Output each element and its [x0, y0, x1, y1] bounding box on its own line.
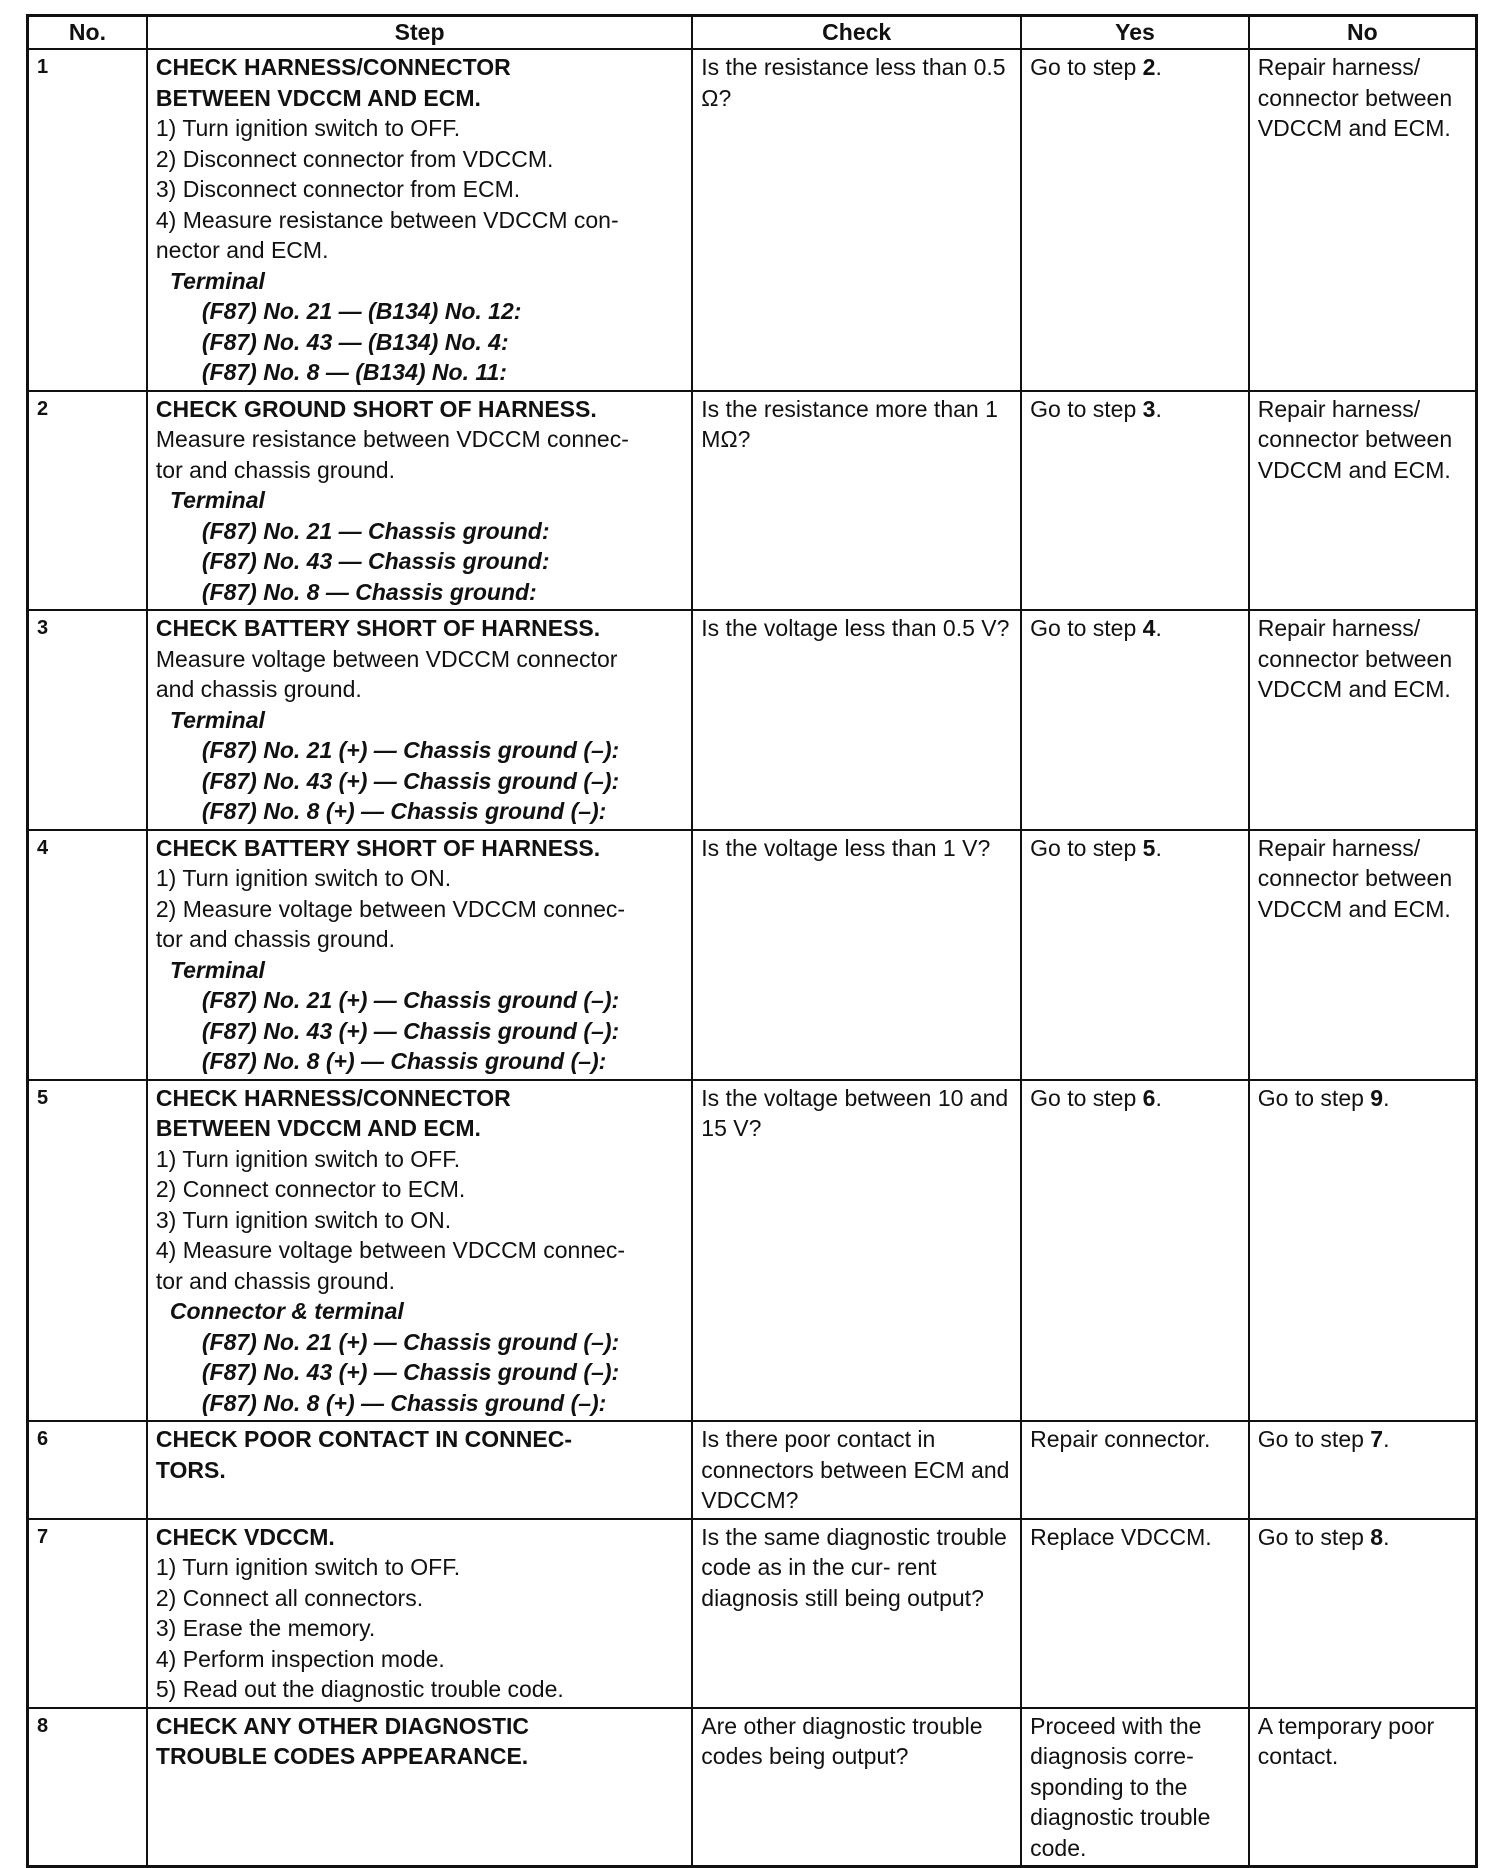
- step-title: CHECK POOR CONTACT IN CONNEC-: [155, 1426, 573, 1452]
- step-title: CHECK HARNESS/CONNECTOR: [155, 54, 511, 80]
- check-question: Is there poor contact in connectors between ECM and VDCCM?: [701, 1426, 1010, 1513]
- check-cell: [692, 391, 1021, 611]
- step-title: CHECK HARNESS/CONNECTOR: [155, 1084, 511, 1111]
- yes-prefix: Go to step: [1030, 54, 1143, 80]
- no-step-number: 8: [1370, 1523, 1384, 1550]
- terminal-spec: (F87) No. 8 (+) — Chassis ground (–):: [201, 798, 607, 824]
- table-row: [28, 830, 1477, 1080]
- check-cell: [692, 49, 1021, 391]
- no-action: Repair harness/ connector between VDCCM and ECM.: [1257, 834, 1453, 922]
- no-cell-result: [1249, 830, 1477, 1080]
- step-cell: [147, 1519, 692, 1708]
- step-instruction: 1) Turn ignition switch to OFF.: [155, 1554, 461, 1580]
- no-cell-result: [1249, 49, 1477, 391]
- check-question: Is the resistance more than 1 MΩ?: [701, 395, 998, 452]
- table-row: [28, 391, 1477, 611]
- header-check: Check: [692, 16, 1021, 50]
- table-row: [28, 610, 1477, 830]
- terminal-heading: Terminal: [169, 487, 265, 513]
- header-step: Step: [147, 16, 692, 50]
- check-cell: [692, 1519, 1021, 1708]
- check-cell: [692, 1080, 1021, 1422]
- no-cell-result: [1249, 1519, 1477, 1708]
- check-question: Is the voltage less than 1 V?: [701, 834, 991, 861]
- no-cell-result: [1249, 391, 1477, 611]
- step-instruction: Measure resistance between VDCCM connec-: [155, 426, 629, 452]
- terminal-spec: (F87) No. 43 (+) — Chassis ground (–):: [201, 1017, 620, 1044]
- step-instruction: 3) Disconnect connector from ECM.: [155, 176, 521, 202]
- check-question: Is the voltage between 10 and 15 V?: [701, 1084, 1009, 1141]
- step-title: CHECK BATTERY SHORT OF HARNESS.: [155, 615, 601, 641]
- yes-suffix: .: [1155, 395, 1162, 422]
- step-cell: [147, 49, 692, 391]
- row-number: 6: [28, 1421, 147, 1519]
- yes-cell: [1021, 1421, 1249, 1519]
- terminal-heading: Terminal: [169, 706, 265, 733]
- yes-suffix: .: [1155, 615, 1162, 641]
- table-row: [28, 1080, 1477, 1422]
- yes-prefix: Go to step: [1030, 834, 1143, 861]
- yes-step-number: 4: [1142, 615, 1156, 641]
- yes-prefix: Go to step: [1030, 395, 1143, 422]
- step-instruction: 3) Turn ignition switch to ON.: [155, 1206, 452, 1233]
- terminal-spec: (F87) No. 43 — (B134) No. 4:: [201, 328, 509, 355]
- no-action: Repair harness/ connector between VDCCM and ECM.: [1257, 615, 1453, 702]
- no-cell-result: [1249, 1708, 1477, 1867]
- terminal-spec: (F87) No. 8 (+) — Chassis ground (–):: [201, 1048, 607, 1074]
- header-yes: Yes: [1021, 16, 1249, 50]
- step-instruction: nector and ECM.: [155, 237, 329, 263]
- table-header: [28, 16, 1477, 50]
- check-cell: [692, 830, 1021, 1080]
- row-number: 5: [28, 1080, 147, 1422]
- header-row: [28, 16, 1477, 50]
- no-action: Repair harness/ connector between VDCCM and ECM.: [1257, 54, 1453, 141]
- yes-suffix: .: [1155, 1084, 1162, 1111]
- yes-prefix: Go to step: [1030, 615, 1143, 641]
- step-instruction: 1) Turn ignition switch to OFF.: [155, 115, 461, 141]
- step-instruction: 3) Erase the memory.: [155, 1615, 376, 1641]
- yes-step-number: 5: [1142, 834, 1156, 861]
- terminal-spec: (F87) No. 8 — Chassis ground:: [201, 578, 537, 605]
- check-question: Is the resistance less than 0.5 Ω?: [701, 54, 1006, 111]
- step-instruction: tor and chassis ground.: [155, 1267, 395, 1294]
- step-instruction: 1) Turn ignition switch to ON.: [155, 865, 452, 891]
- step-title: TORS.: [155, 1456, 226, 1483]
- yes-suffix: .: [1155, 54, 1162, 80]
- yes-action: Replace VDCCM.: [1030, 1523, 1212, 1550]
- table-row: [28, 1421, 1477, 1519]
- step-title: CHECK VDCCM.: [155, 1523, 335, 1550]
- yes-cell: [1021, 830, 1249, 1080]
- yes-cell: [1021, 391, 1249, 611]
- step-instruction: and chassis ground.: [155, 676, 362, 702]
- no-suffix: .: [1383, 1084, 1390, 1111]
- diagnostic-procedure-table: [26, 14, 1478, 1868]
- yes-step-number: 6: [1142, 1084, 1156, 1111]
- yes-action: Repair connector.: [1030, 1426, 1211, 1452]
- no-step-number: 9: [1370, 1084, 1384, 1111]
- no-prefix: Go to step: [1257, 1426, 1371, 1452]
- terminal-heading: Terminal: [169, 956, 265, 983]
- terminal-heading: Connector & terminal: [169, 1298, 404, 1324]
- table-row: [28, 1708, 1477, 1867]
- check-cell: [692, 1421, 1021, 1519]
- header-no: No.: [28, 16, 147, 50]
- row-number: 4: [28, 830, 147, 1080]
- terminal-spec: (F87) No. 21 — Chassis ground:: [201, 517, 550, 544]
- row-number: 3: [28, 610, 147, 830]
- step-instruction: Measure voltage between VDCCM connector: [155, 645, 618, 672]
- step-cell: [147, 1421, 692, 1519]
- yes-cell: [1021, 1519, 1249, 1708]
- no-prefix: Go to step: [1257, 1084, 1371, 1111]
- yes-step-number: 3: [1142, 395, 1156, 422]
- yes-cell: [1021, 49, 1249, 391]
- terminal-spec: (F87) No. 21 (+) — Chassis ground (–):: [201, 1328, 620, 1355]
- step-instruction: 4) Measure voltage between VDCCM connec-: [155, 1237, 626, 1263]
- step-instruction: 2) Connect connector to ECM.: [155, 1176, 466, 1202]
- check-question: Are other diagnostic trouble codes being output?: [701, 1712, 983, 1769]
- check-cell: [692, 610, 1021, 830]
- step-instruction: 4) Perform inspection mode.: [155, 1645, 445, 1672]
- terminal-spec: (F87) No. 21 (+) — Chassis ground (–):: [201, 987, 620, 1013]
- yes-cell: [1021, 1708, 1249, 1867]
- terminal-spec: (F87) No. 43 (+) — Chassis ground (–):: [201, 1359, 620, 1385]
- row-number: 2: [28, 391, 147, 611]
- table-row: [28, 1519, 1477, 1708]
- step-instruction: tor and chassis ground.: [155, 926, 395, 952]
- step-title: CHECK BATTERY SHORT OF HARNESS.: [155, 834, 601, 861]
- no-suffix: .: [1383, 1426, 1390, 1452]
- yes-action: Proceed with the diagnosis corre- sponding to the diagnostic trouble code.: [1030, 1712, 1211, 1861]
- terminal-spec: (F87) No. 21 (+) — Chassis ground (–):: [201, 737, 620, 763]
- step-cell: [147, 391, 692, 611]
- step-instruction: tor and chassis ground.: [155, 456, 395, 483]
- step-title: BETWEEN VDCCM AND ECM.: [155, 1115, 481, 1141]
- terminal-spec: (F87) No. 21 — (B134) No. 12:: [201, 298, 522, 324]
- no-action: A temporary poor contact.: [1257, 1712, 1435, 1769]
- step-cell: [147, 1080, 692, 1422]
- step-instruction: 2) Connect all connectors.: [155, 1584, 424, 1611]
- terminal-heading: Terminal: [169, 267, 265, 294]
- no-cell-result: [1249, 1421, 1477, 1519]
- row-number: 7: [28, 1519, 147, 1708]
- row-number: 8: [28, 1708, 147, 1867]
- step-instruction: 2) Measure voltage between VDCCM connec-: [155, 895, 626, 922]
- check-cell: [692, 1708, 1021, 1867]
- no-cell-result: [1249, 610, 1477, 830]
- header-no-result: No: [1249, 16, 1477, 50]
- terminal-spec: (F87) No. 43 — Chassis ground:: [201, 548, 550, 574]
- no-prefix: Go to step: [1257, 1523, 1371, 1550]
- step-title: BETWEEN VDCCM AND ECM.: [155, 84, 481, 111]
- step-cell: [147, 1708, 692, 1867]
- step-cell: [147, 610, 692, 830]
- step-title: CHECK GROUND SHORT OF HARNESS.: [155, 395, 597, 422]
- terminal-spec: (F87) No. 8 — (B134) No. 11:: [201, 359, 507, 385]
- terminal-spec: (F87) No. 8 (+) — Chassis ground (–):: [201, 1389, 607, 1416]
- no-suffix: .: [1383, 1523, 1390, 1550]
- yes-cell: [1021, 1080, 1249, 1422]
- step-instruction: 2) Disconnect connector from VDCCM.: [155, 145, 554, 172]
- step-instruction: 4) Measure resistance between VDCCM con-: [155, 206, 619, 233]
- no-action: Repair harness/ connector between VDCCM and ECM.: [1257, 395, 1453, 483]
- step-instruction: 5) Read out the diagnostic trouble code.: [155, 1676, 564, 1702]
- step-cell: [147, 830, 692, 1080]
- table-row: [28, 49, 1477, 391]
- yes-suffix: .: [1155, 834, 1162, 861]
- terminal-spec: (F87) No. 43 (+) — Chassis ground (–):: [201, 767, 620, 794]
- check-question: Is the same diagnostic trouble code as in the cur- rent diagnosis still being output?: [701, 1523, 1007, 1611]
- no-cell-result: [1249, 1080, 1477, 1422]
- yes-prefix: Go to step: [1030, 1084, 1143, 1111]
- table-body: [28, 49, 1477, 1867]
- step-title: TROUBLE CODES APPEARANCE.: [155, 1743, 529, 1769]
- step-instruction: 1) Turn ignition switch to OFF.: [155, 1145, 461, 1172]
- yes-step-number: 2: [1142, 54, 1156, 80]
- step-title: CHECK ANY OTHER DIAGNOSTIC: [155, 1712, 530, 1739]
- row-number: 1: [28, 49, 147, 391]
- yes-cell: [1021, 610, 1249, 830]
- check-question: Is the voltage less than 0.5 V?: [701, 615, 1010, 641]
- no-step-number: 7: [1370, 1426, 1384, 1452]
